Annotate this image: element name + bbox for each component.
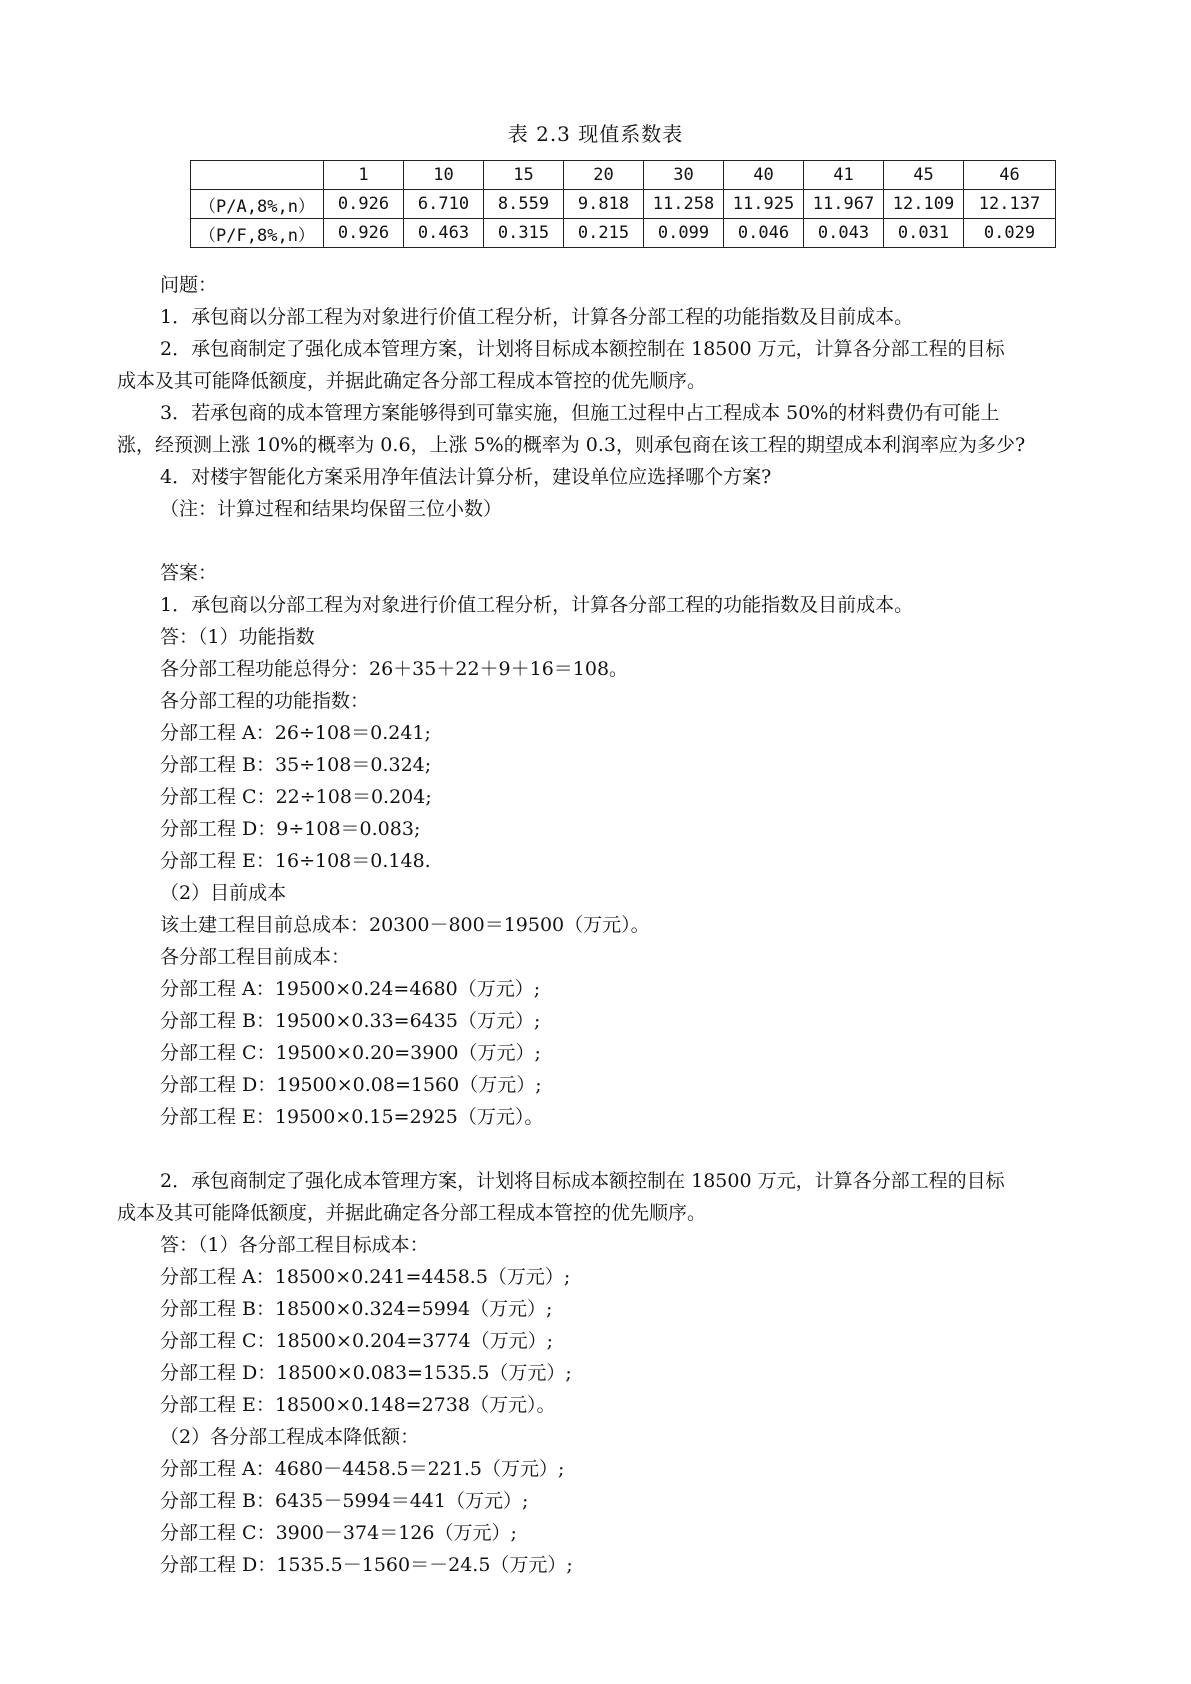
table-cell: 0.926 — [324, 190, 404, 219]
answer-2-reduction-a: 分部工程 A：4680－4458.5＝221.5（万元）; — [160, 1458, 565, 1480]
table-cell: 12.109 — [884, 190, 964, 219]
table-cell: 0.926 — [324, 219, 404, 248]
table-header-cell: 10 — [404, 161, 484, 190]
table-header-cell: 1 — [324, 161, 404, 190]
answer-2-target-c: 分部工程 C：18500×0.204=3774（万元）; — [160, 1330, 554, 1352]
answer-1-subheading-current-cost: （2）目前成本 — [160, 882, 287, 904]
answer-2-target-d: 分部工程 D：18500×0.083=1535.5（万元）; — [160, 1362, 572, 1384]
answer-1-index-b: 分部工程 B：35÷108＝0.324; — [160, 754, 432, 776]
table-row — [191, 190, 1056, 219]
table-cell: 0.463 — [404, 219, 484, 248]
answer-2-target-b: 分部工程 B：18500×0.324=5994（万元）; — [160, 1298, 553, 1320]
table-caption: 表 2.3 现值系数表 — [507, 122, 684, 146]
answer-2-subheading-reduction: （2）各分部工程成本降低额： — [160, 1426, 420, 1448]
table-cell: 6.710 — [404, 190, 484, 219]
table-cell: 12.137 — [964, 190, 1056, 219]
answer-2-title-line-2: 成本及其可能降低额度，并据此确定各分部工程成本管控的优先顺序。 — [117, 1202, 707, 1224]
table-header-cell — [191, 161, 324, 190]
table-header-cell: 46 — [964, 161, 1056, 190]
present-value-coefficient-table — [190, 160, 1056, 248]
answer-1-title: 1．承包商以分部工程为对象进行价值工程分析，计算各分部工程的功能指数及目前成本。 — [160, 594, 914, 616]
answer-1-cost-total: 该土建工程目前总成本：20300－800＝19500（万元）。 — [160, 914, 650, 936]
table-cell: 0.043 — [804, 219, 884, 248]
table-cell: 8.559 — [484, 190, 564, 219]
answer-1-index-c: 分部工程 C：22÷108＝0.204; — [160, 786, 432, 808]
answer-1-cost-c: 分部工程 C：19500×0.20=3900（万元）; — [160, 1042, 541, 1064]
table-row — [191, 219, 1056, 248]
table-header-cell: 40 — [724, 161, 804, 190]
table-cell: 0.031 — [884, 219, 964, 248]
table-cell: 11.258 — [644, 190, 724, 219]
answer-1-index-title: 各分部工程的功能指数： — [160, 690, 370, 712]
answer-2-target-e: 分部工程 E：18500×0.148=2738（万元）。 — [160, 1394, 556, 1416]
table-cell: （P/A,8%,n） — [191, 190, 324, 219]
answer-1-cost-d: 分部工程 D：19500×0.08=1560（万元）; — [160, 1074, 542, 1096]
table-cell: 0.046 — [724, 219, 804, 248]
answer-1-cost-a: 分部工程 A：19500×0.24=4680（万元）; — [160, 978, 541, 1000]
question-1: 1．承包商以分部工程为对象进行价值工程分析，计算各分部工程的功能指数及目前成本。 — [160, 306, 914, 328]
answer-2-reduction-b: 分部工程 B：6435－5994＝441（万元）; — [160, 1490, 529, 1512]
answer-2-reduction-d: 分部工程 D：1535.5－1560＝－24.5（万元）; — [160, 1554, 573, 1576]
table-header-cell: 45 — [884, 161, 964, 190]
answer-1-index-d: 分部工程 D：9÷108＝0.083; — [160, 818, 421, 840]
question-2-line-2: 成本及其可能降低额度，并据此确定各分部工程成本管控的优先顺序。 — [117, 370, 707, 392]
answer-2-title-line-1: 2．承包商制定了强化成本管理方案，计划将目标成本额控制在 18500 万元，计算各分部工程的目标 — [160, 1170, 1005, 1192]
table-header-row — [191, 161, 1056, 190]
questions-heading: 问题： — [160, 274, 218, 296]
answer-2-target-a: 分部工程 A：18500×0.241=4458.5（万元）; — [160, 1266, 571, 1288]
table-cell: （P/F,8%,n） — [191, 219, 324, 248]
table-header-cell: 20 — [564, 161, 644, 190]
table-cell: 11.925 — [724, 190, 804, 219]
question-3-line-1: 3．若承包商的成本管理方案能够得到可靠实施，但施工过程中占工程成本 50%的材料费仍有可能上 — [160, 402, 1000, 424]
table-cell: 0.215 — [564, 219, 644, 248]
table-cell: 11.967 — [804, 190, 884, 219]
table-cell: 0.099 — [644, 219, 724, 248]
table-cell: 0.315 — [484, 219, 564, 248]
answer-1-subheading-function-index: 答：（1）功能指数 — [160, 626, 315, 648]
answer-2-subheading-target-cost: 答：（1）各分部工程目标成本： — [160, 1234, 429, 1256]
answers-heading: 答案： — [160, 562, 218, 584]
table-header-cell: 15 — [484, 161, 564, 190]
table-cell: 9.818 — [564, 190, 644, 219]
answer-1-cost-e: 分部工程 E：19500×0.15=2925（万元）。 — [160, 1106, 544, 1128]
answer-1-cost-b: 分部工程 B：19500×0.33=6435（万元）; — [160, 1010, 541, 1032]
table-header-cell: 30 — [644, 161, 724, 190]
answer-1-total-score: 各分部工程功能总得分：26＋35＋22＋9＋16＝108。 — [160, 658, 629, 680]
answer-1-cost-title: 各分部工程目前成本： — [160, 946, 351, 968]
question-4: 4．对楼宇智能化方案采用净年值法计算分析，建设单位应选择哪个方案? — [160, 466, 772, 488]
table-header-cell: 41 — [804, 161, 884, 190]
answer-1-index-e: 分部工程 E：16÷108＝0.148. — [160, 850, 431, 872]
calculation-note: （注：计算过程和结果均保留三位小数） — [160, 498, 503, 520]
question-3-line-2: 涨，经预测上涨 10%的概率为 0.6，上涨 5%的概率为 0.3，则承包商在该工程的期望成本利润率应为多少? — [117, 434, 1026, 456]
answer-2-reduction-c: 分部工程 C：3900－374＝126（万元）; — [160, 1522, 517, 1544]
answer-1-index-a: 分部工程 A：26÷108＝0.241; — [160, 722, 431, 744]
table-cell: 0.029 — [964, 219, 1056, 248]
question-2-line-1: 2．承包商制定了强化成本管理方案，计划将目标成本额控制在 18500 万元，计算各分部工程的目标 — [160, 338, 1005, 360]
